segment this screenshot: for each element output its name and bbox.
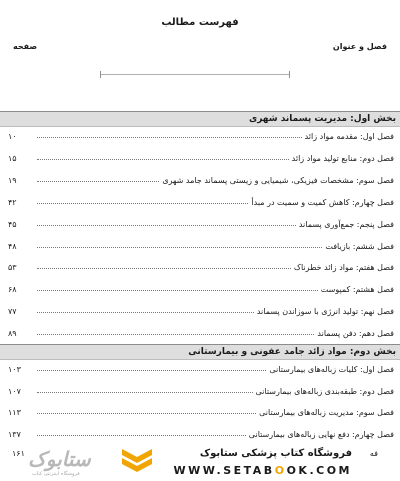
toc-page-number: ۸۹ [8,329,17,339]
toc-row[interactable] [6,425,394,439]
dot-leader [37,225,296,226]
chapter-column-header: فصل و عنوان [332,42,387,51]
part-header-2: بخش دوم: مواد زائد جامد عفونی و بیمارستانی [0,344,400,360]
toc-row[interactable] [6,280,394,294]
dot-leader [37,392,253,393]
dot-leader [37,290,318,291]
site-o: O [274,464,287,477]
toc-row[interactable] [6,258,394,272]
dot-leader [37,435,246,436]
toc-page-number: ۱۹ [8,175,17,185]
dot-leader [37,203,248,204]
toc-chapter-title: فصل چهارم: دفع نهایی زباله‌های بیمارستانی [248,429,394,439]
toc-chapter-title: فصل سوم: مدیریت زباله‌های بیمارستانی [259,408,394,417]
toc-page-number: ۱۰ [8,132,17,141]
shop-name: فروشگاه کتاب پزشکی ستابوک [199,448,352,459]
toc-chapter-title: فصل چهارم: کاهش کمیت و سمیت در مبدأ [251,197,394,207]
toc-chapter-title: فصل اول: کلیات زباله‌های بیمارستانی [269,365,394,374]
toc-page-number: ۴۵ [8,219,17,229]
toc-chapter-title: فصل هفتم: مواد زائد خطرناک [293,263,394,273]
footer [0,441,400,481]
toc-row[interactable] [6,171,394,185]
toc-chapter-title: فصل دوم: منابع تولید مواد زائد [291,153,394,163]
dot-leader [37,137,302,138]
toc-row[interactable] [6,215,394,229]
part-header-1: بخش اول: مدیریت پسماند شهری [0,111,400,127]
toc-page-number: ۴۸ [8,241,17,251]
dot-leader [37,413,256,414]
toc-chapter-title: فصل نهم: تولید انرژی با سوزاندن پسماند [256,307,394,317]
website-link[interactable] [174,464,352,477]
toc-page-number: ۴۲ [8,197,17,207]
site-part: OK.COM [286,464,352,477]
toc-row[interactable] [6,324,394,338]
toc-row[interactable] [6,237,394,251]
dot-leader [37,247,322,248]
site-part: WWW.SETAB [173,464,275,477]
toc-title: فهرست مطالب [161,17,239,28]
toc-row[interactable] [6,193,394,207]
dot-leader [37,181,159,182]
dot-leader [37,334,314,335]
dot-leader [37,370,266,371]
toc-page-number: ۵۳ [8,263,17,273]
toc-row[interactable] [6,360,394,374]
logo-subtitle: فروشگاه اینترنتی کتاب [32,471,80,477]
dot-leader [37,312,254,313]
toc-row[interactable] [6,302,394,316]
last-row-page: ۱۶۱ [12,449,25,458]
toc-chapter-title: فصل ششم: بازیافت [325,241,394,251]
toc-page-number: ۶۸ [8,285,17,295]
dot-leader [37,159,289,160]
toc-row[interactable] [6,382,394,396]
toc-row[interactable] [6,149,394,163]
toc-row[interactable] [6,127,394,141]
toc-page-number: ۱۰۷ [8,386,21,396]
toc-chapter-title: فصل دهم: دفن پسماند [317,329,394,339]
toc-chapter-title: فصل هشتم: کمپوست [320,285,394,295]
toc-page-number: ۱۳۷ [8,429,21,439]
divider [100,74,290,75]
toc-chapter-title: فصل سوم: مشخصات فیزیکی، شیمیایی و زیستی پسماند جامد شهری [162,175,394,185]
logo-text: ستابوک [28,447,91,471]
last-row-label: فه [369,449,378,458]
toc-row[interactable] [6,403,394,417]
toc-chapter-title: فصل اول: مقدمه مواد زائد [304,132,394,141]
toc-chapter-title: فصل پنجم: جمع‌آوری پسماند [298,219,394,229]
toc-page-number: ۱۱۳ [8,408,21,417]
toc-page-number: ۱۰۳ [8,365,21,374]
toc-page-number: ۷۷ [8,307,17,317]
dot-leader [37,268,291,269]
logo-chevron-icon [120,445,154,475]
setabook-logo[interactable] [28,445,158,481]
toc-chapter-title: فصل دوم: طبقه‌بندی زباله‌های بیمارستانی [255,386,394,396]
toc-page-number: ۱۵ [8,153,17,163]
page-column-header: صفحه [13,42,38,51]
